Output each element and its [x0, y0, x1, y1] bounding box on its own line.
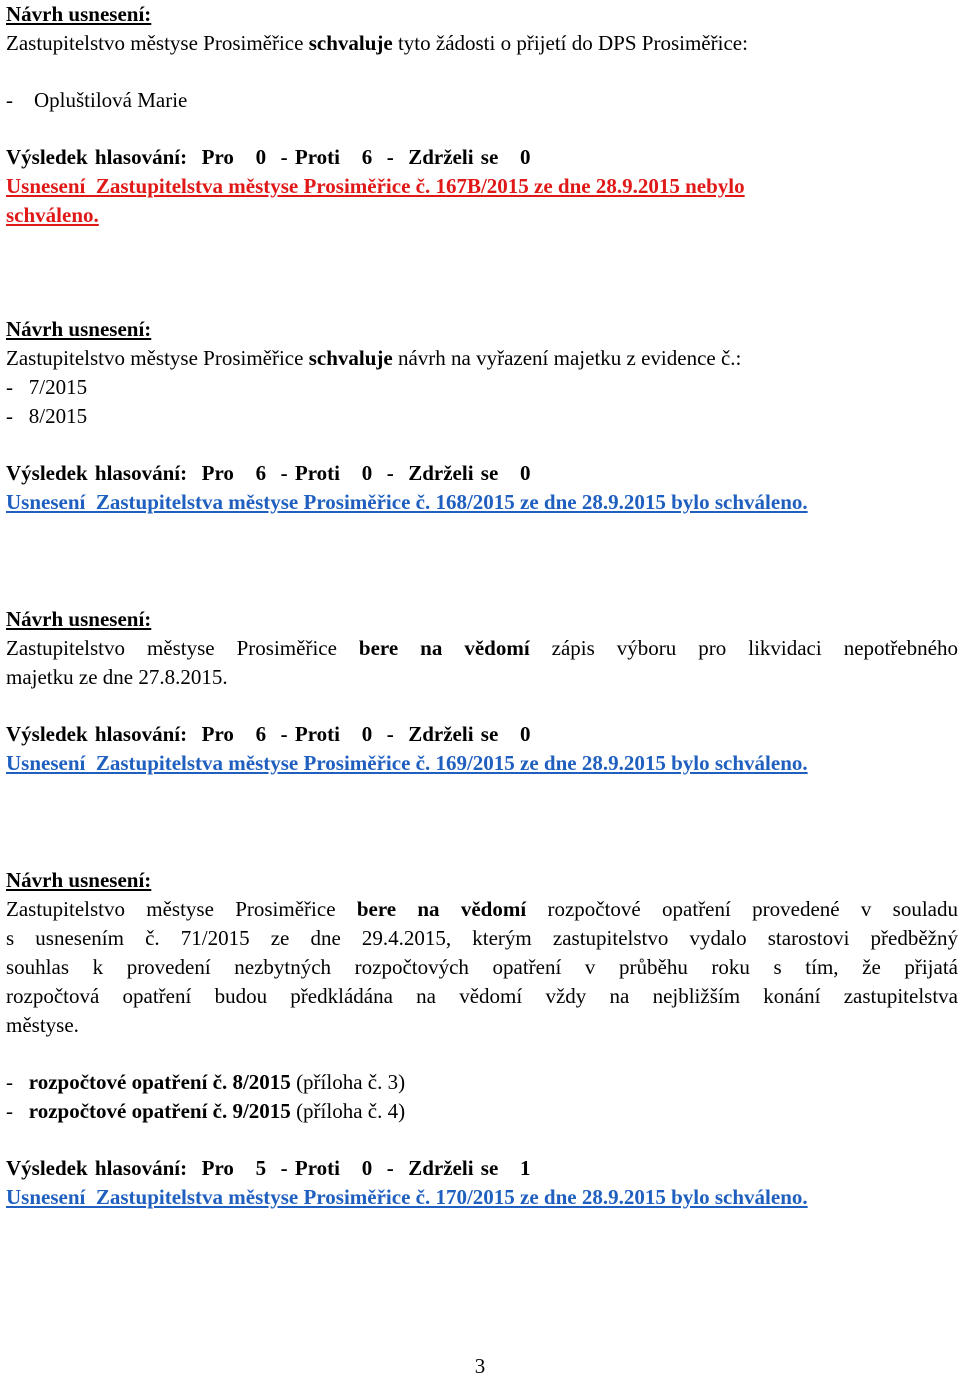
vote-result: Výsledek hlasování: Pro 0 - Proti 6 - Zdrželi se 0 [6, 145, 531, 169]
motion-text-cont: s usnesením č. 71/2015 ze dne 29.4.2015, kterým zastupitelstvo vydalo starostovi předběžný [6, 926, 958, 950]
motion-text-cont: rozpočtová opatření budou předkládána na vědomí vždy na nejbližším konání zastupitelstva [6, 984, 958, 1008]
resolution-text: Usnesení Zastupitelstva městyse Prosiměřice č. 167B/2015 ze dne 28.9.2015 nebylo [6, 174, 745, 198]
vote-result: Výsledek hlasování: Pro 5 - Proti 0 - Zdrželi se 1 [6, 1156, 531, 1180]
motion-text: Zastupitelstvo městyse Prosiměřice bere na vědomí rozpočtové opatření provedené v souladu [6, 897, 958, 921]
motion-text-end: městyse. [6, 1013, 79, 1037]
section-heading: Návrh usnesení: [6, 868, 152, 892]
section-2 [6, 315, 958, 517]
section-1 [6, 0, 958, 230]
section-heading: Návrh usnesení: [6, 607, 152, 631]
resolution-text: Usnesení Zastupitelstva městyse Prosiměřice č. 169/2015 ze dne 28.9.2015 bylo schváleno. [6, 751, 808, 775]
motion-text-cont: majetku ze dne 27.8.2015. [6, 665, 228, 689]
list-item: - rozpočtové opatření č. 9/2015 (příloha č. 4) [6, 1099, 406, 1123]
section-heading: Návrh usnesení: [6, 317, 152, 341]
list-item: - 7/2015 [6, 375, 88, 399]
vote-result: Výsledek hlasování: Pro 6 - Proti 0 - Zdrželi se 0 [6, 461, 531, 485]
section-3 [6, 605, 958, 778]
motion-text: Zastupitelstvo městyse Prosiměřice bere na vědomí zápis výboru pro likvidaci nepotřebného [6, 636, 958, 660]
section-4 [6, 866, 958, 1212]
resolution-text: Usnesení Zastupitelstva městyse Prosiměřice č. 170/2015 ze dne 28.9.2015 bylo schváleno. [6, 1185, 808, 1209]
motion-text: Zastupitelstvo městyse Prosiměřice schvaluje tyto žádosti o přijetí do DPS Prosiměřice: [6, 31, 748, 55]
motion-text: Zastupitelstvo městyse Prosiměřice schvaluje návrh na vyřazení majetku z evidence č.: [6, 346, 742, 370]
list-item: - 8/2015 [6, 404, 88, 428]
list-item: - Opluštilová Marie [6, 88, 188, 112]
list-item: - rozpočtové opatření č. 8/2015 (příloha č. 3) [6, 1070, 406, 1094]
motion-text-cont: souhlas k provedení nezbytných rozpočtových opatření v průběhu roku s tím, že přijatá [6, 955, 958, 979]
resolution-text: Usnesení Zastupitelstva městyse Prosiměřice č. 168/2015 ze dne 28.9.2015 bylo schváleno. [6, 490, 808, 514]
section-heading: Návrh usnesení: [6, 2, 152, 26]
resolution-text-cont: schváleno. [6, 203, 99, 227]
vote-result: Výsledek hlasování: Pro 6 - Proti 0 - Zdrželi se 0 [6, 722, 531, 746]
page-number: 3 [474, 1354, 486, 1378]
